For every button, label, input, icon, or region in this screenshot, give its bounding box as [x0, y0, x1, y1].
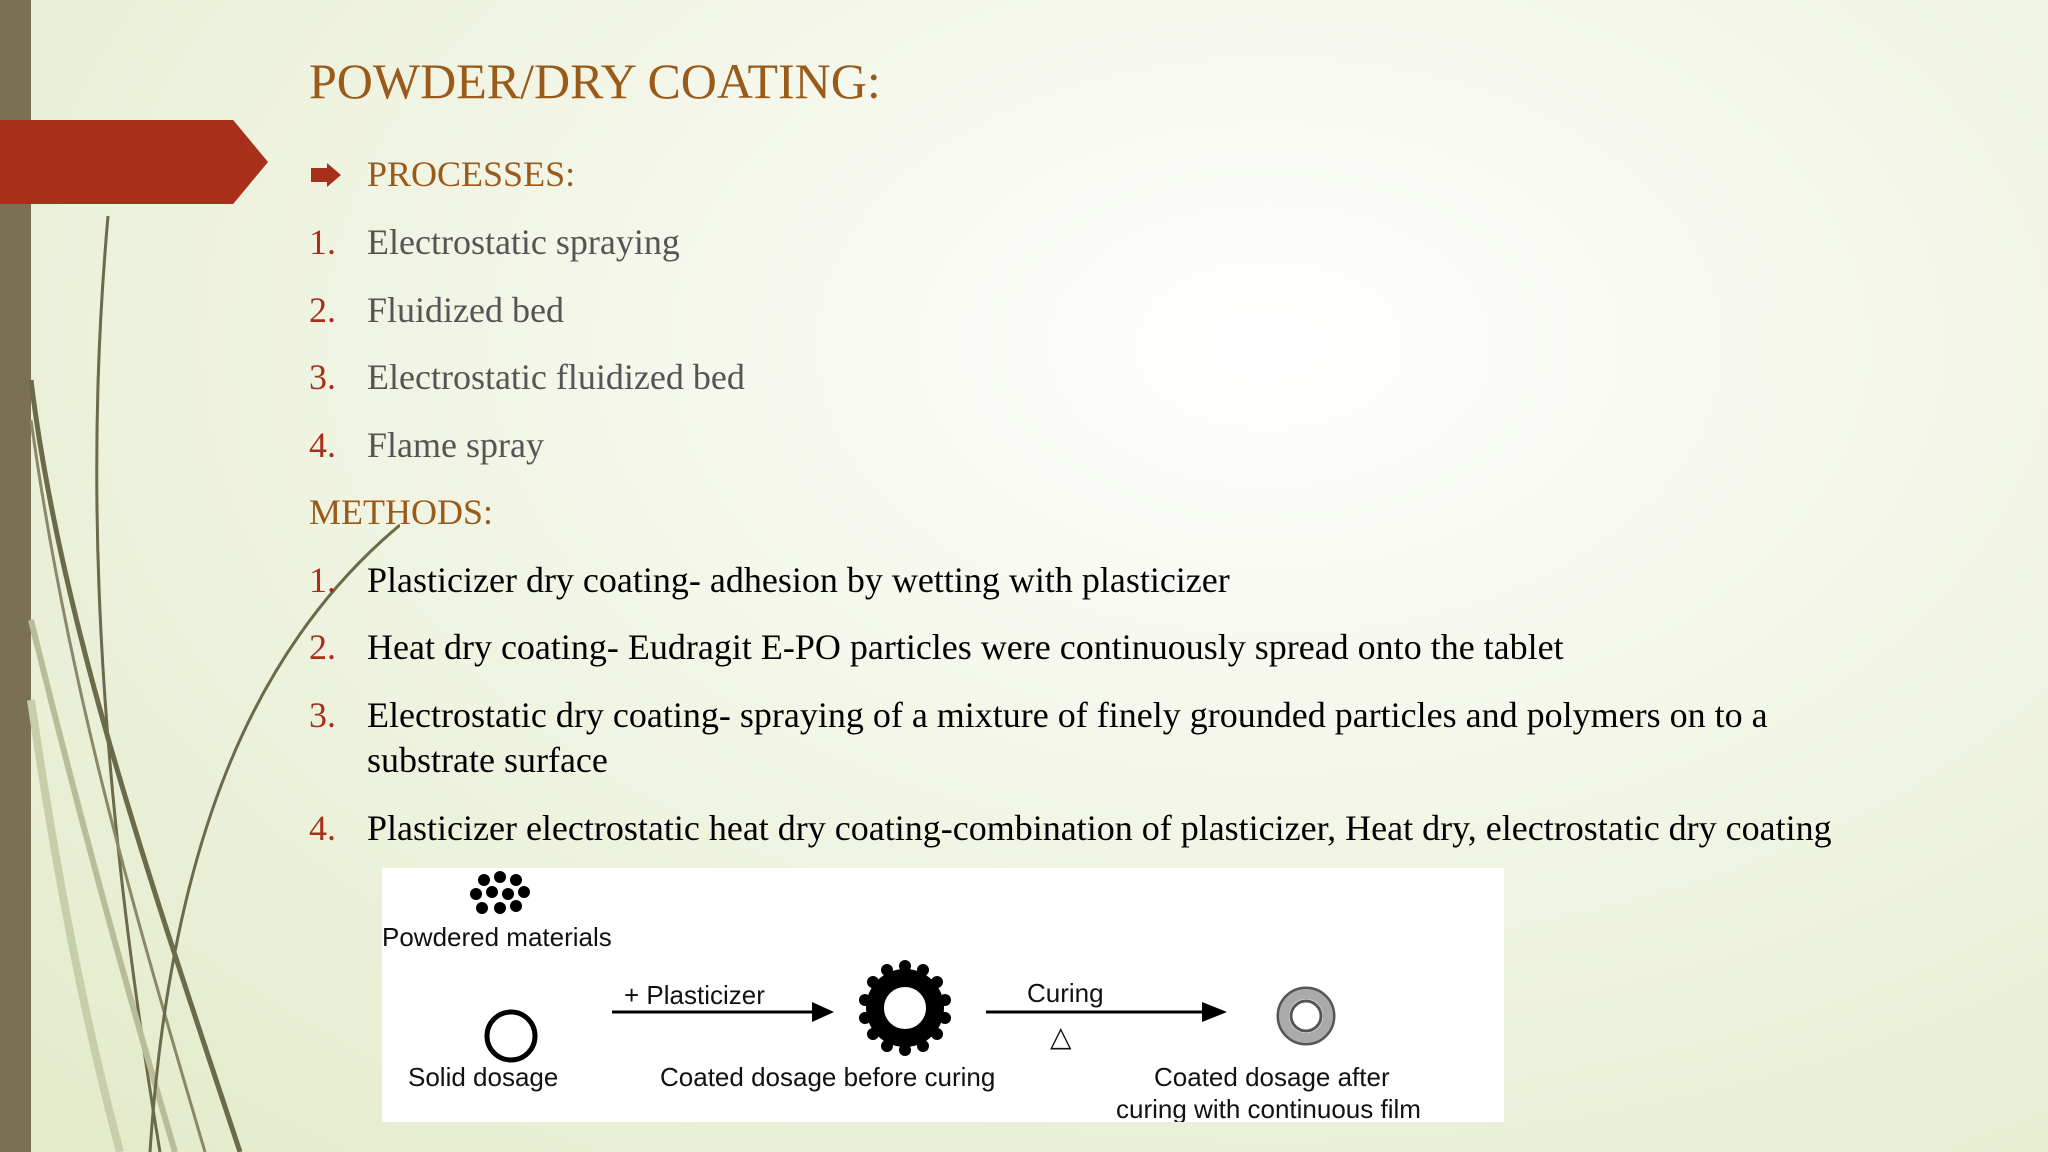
arrow-tab-decoration — [0, 120, 268, 204]
method-text-continuation: substrate surface — [367, 740, 608, 780]
powdered-materials-label: Powdered materials — [382, 922, 612, 952]
process-text: Electrostatic spraying — [367, 222, 680, 262]
list-number: 1. — [309, 560, 336, 600]
process-text: Fluidized bed — [367, 290, 564, 330]
methods-heading: METHODS: — [309, 492, 494, 532]
method-text: Electrostatic dry coating- spraying of a mixture of finely grounded particles and polymers on to a — [367, 695, 1768, 735]
coated-after-label-line1: Coated dosage after — [1154, 1062, 1390, 1092]
method-text: Plasticizer dry coating- adhesion by wetting with plasticizer — [367, 560, 1230, 600]
slide-title: POWDER/DRY COATING: — [309, 53, 881, 109]
coating-process-diagram — [382, 868, 1504, 1122]
list-number: 3. — [309, 357, 336, 397]
right-arrow-icon — [986, 1002, 1227, 1022]
curing-label: Curing — [1027, 978, 1104, 1008]
plus-plasticizer-label: + Plasticizer — [624, 980, 765, 1010]
triangle-heat-icon: △ — [1050, 1021, 1072, 1052]
list-number: 4. — [309, 425, 336, 465]
processes-heading: PROCESSES: — [367, 154, 576, 194]
list-number: 3. — [309, 695, 336, 735]
process-text: Electrostatic fluidized bed — [367, 357, 745, 397]
method-text: Plasticizer electrostatic heat dry coating-combination of plasticizer, Heat dry, electrostatic dry coating — [367, 808, 1832, 848]
coated-dosage-after-icon — [1278, 988, 1334, 1044]
list-number: 1. — [309, 222, 336, 262]
solid-dosage-label: Solid dosage — [408, 1062, 559, 1092]
method-text: Heat dry coating- Eudragit E-PO particles were continuously spread onto the tablet — [367, 627, 1564, 667]
diagram-svg — [382, 868, 1504, 1122]
coated-dosage-before-icon — [859, 960, 951, 1056]
list-number: 2. — [309, 627, 336, 667]
process-text: Flame spray — [367, 425, 544, 465]
coated-after-label-line2: curing with continuous film — [1116, 1094, 1421, 1122]
coated-before-label: Coated dosage before curing — [660, 1062, 996, 1092]
list-number: 2. — [309, 290, 336, 330]
powder-particles-icon — [470, 871, 530, 914]
list-number: 4. — [309, 808, 336, 848]
solid-dosage-icon — [487, 1012, 535, 1060]
